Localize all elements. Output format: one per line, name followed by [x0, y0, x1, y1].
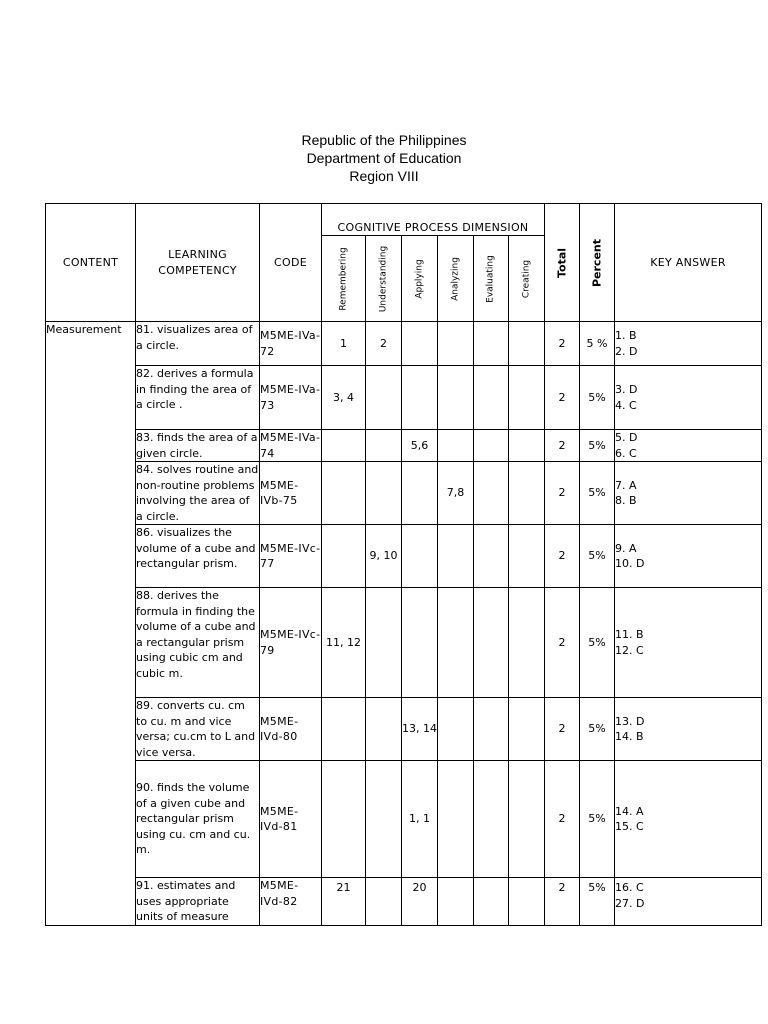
table-row	[46, 761, 762, 878]
evaluating-cell	[474, 430, 509, 462]
understanding-cell	[366, 698, 402, 761]
percent-cell: 5%	[580, 878, 615, 926]
competency-cell: 91. estimates and uses appropriate units of measure	[136, 878, 260, 926]
competency-cell: 81. visualizes area of a circle.	[136, 322, 260, 366]
percent-cell: 5%	[580, 430, 615, 462]
applying-cell: 1, 1	[402, 761, 438, 878]
applying-cell: 20	[402, 878, 438, 926]
total-cell: 2	[545, 878, 580, 926]
key-answer-2: 10. D	[615, 557, 645, 570]
competency-cell: 86. visualizes the volume of a cube and rectangular prism.	[136, 525, 260, 588]
understanding-cell: 2	[366, 322, 402, 366]
creating-cell	[509, 761, 545, 878]
understanding-cell	[366, 761, 402, 878]
total-cell: 2	[545, 430, 580, 462]
remembering-cell: 3, 4	[322, 366, 366, 430]
key-answer-2: 4. C	[615, 398, 637, 412]
percent-cell: 5%	[580, 698, 615, 761]
applying-cell: 5,6	[402, 430, 438, 462]
analyzing-cell	[438, 430, 474, 462]
percent-cell: 5%	[580, 525, 615, 588]
remembering-cell: 21	[322, 878, 366, 926]
header-total-label: Total	[555, 247, 569, 278]
key-answer-cell	[615, 525, 762, 588]
total-cell: 2	[545, 322, 580, 366]
competency-cell: 88. derives the formula in finding the volume of a cube and a rectangular prism using cubic cm and cubic m.	[136, 588, 260, 698]
competency-cell: 90. finds the volume of a given cube and rectangular prism using cu. cm and cu. m.	[136, 761, 260, 878]
applying-cell: 13, 14	[402, 698, 438, 761]
total-cell: 2	[545, 366, 580, 430]
key-answer-1: 5. D	[615, 431, 638, 444]
code-cell: M5ME-IVa-73	[260, 366, 322, 430]
evaluating-cell	[474, 878, 509, 926]
creating-cell	[509, 698, 545, 761]
key-answer-1: 7. A	[615, 478, 637, 492]
header-line-department: Department of Education	[306, 150, 462, 166]
remembering-cell: 11, 12	[322, 588, 366, 698]
percent-cell: 5 %	[580, 322, 615, 366]
key-answer-2: 27. D	[615, 896, 645, 910]
code-cell: M5ME-IVb-75	[260, 462, 322, 525]
code-cell: M5ME-IVc-77	[260, 525, 322, 588]
analyzing-cell	[438, 588, 474, 698]
key-answer-cell	[615, 588, 762, 698]
analyzing-cell	[438, 761, 474, 878]
key-answer-1: 1. B	[615, 329, 637, 342]
applying-cell	[402, 366, 438, 430]
key-answer-2: 14. B	[615, 730, 644, 743]
applying-cell	[402, 588, 438, 698]
remembering-cell	[322, 462, 366, 525]
key-answer-cell	[615, 366, 762, 430]
header-key-answer: KEY ANSWER	[615, 204, 762, 322]
percent-cell: 5%	[580, 761, 615, 878]
table-row	[46, 698, 762, 761]
key-answer-1: 11. B	[615, 628, 644, 641]
total-cell: 2	[545, 525, 580, 588]
header-understanding-label: Understanding	[377, 245, 388, 312]
remembering-cell	[322, 761, 366, 878]
competency-cell: 82. derives a formula in finding the area of a circle .	[136, 366, 260, 430]
remembering-cell	[322, 525, 366, 588]
understanding-cell	[366, 430, 402, 462]
key-answer-2: 8. B	[615, 494, 637, 507]
table-row	[46, 588, 762, 698]
applying-cell	[402, 462, 438, 525]
table-row	[46, 878, 762, 926]
header-line-region: Region VIII	[349, 168, 419, 184]
key-answer-2: 12. C	[615, 643, 644, 657]
total-cell: 2	[545, 588, 580, 698]
key-answer-1: 16. C	[615, 881, 644, 894]
analyzing-cell: 7,8	[438, 462, 474, 525]
key-answer-cell	[615, 878, 762, 926]
content-cell-measurement: Measurement	[46, 322, 136, 926]
evaluating-cell	[474, 525, 509, 588]
understanding-cell	[366, 462, 402, 525]
header-analyzing	[438, 236, 474, 322]
total-cell: 2	[545, 462, 580, 525]
creating-cell	[509, 366, 545, 430]
table-body	[46, 322, 762, 926]
analyzing-cell	[438, 525, 474, 588]
code-cell: M5ME-IVa-72	[260, 322, 322, 366]
analyzing-cell	[438, 698, 474, 761]
header-evaluating-label: Evaluating	[485, 254, 496, 303]
header-applying-label: Applying	[413, 258, 424, 299]
analyzing-cell	[438, 366, 474, 430]
header-remembering-label: Remembering	[337, 246, 348, 311]
percent-cell: 5%	[580, 462, 615, 525]
key-answer-cell	[615, 430, 762, 462]
header-creating-label: Creating	[520, 259, 531, 298]
header-evaluating	[474, 236, 509, 322]
header-analyzing-label: Analyzing	[449, 256, 460, 301]
header-percent	[580, 204, 615, 322]
remembering-cell	[322, 430, 366, 462]
analyzing-cell	[438, 322, 474, 366]
applying-cell	[402, 322, 438, 366]
key-answer-2: 15. C	[615, 820, 644, 833]
percent-cell: 5%	[580, 366, 615, 430]
header-remembering	[322, 236, 366, 322]
creating-cell	[509, 462, 545, 525]
key-answer-2: 6. C	[615, 446, 637, 460]
evaluating-cell	[474, 761, 509, 878]
total-cell: 2	[545, 761, 580, 878]
evaluating-cell	[474, 462, 509, 525]
header-understanding	[366, 236, 402, 322]
remembering-cell: 1	[322, 322, 366, 366]
key-answer-cell	[615, 462, 762, 525]
key-answer-cell	[615, 761, 762, 878]
key-answer-1: 9. A	[615, 541, 637, 555]
table-row	[46, 462, 762, 525]
code-cell: M5ME-IVa-74	[260, 431, 321, 460]
creating-cell	[509, 525, 545, 588]
competency-cell: 89. converts cu. cm to cu. m and vice versa; cu.cm to L and vice versa.	[136, 698, 260, 761]
evaluating-cell	[474, 588, 509, 698]
evaluating-cell	[474, 366, 509, 430]
competency-cell: 84. solves routine and non-routine problems involving the area of a circle.	[136, 463, 259, 523]
key-answer-1: 14. A	[615, 804, 644, 818]
key-answer-1: 13. D	[615, 714, 645, 728]
table-row	[46, 366, 762, 430]
understanding-cell	[366, 588, 402, 698]
remembering-cell	[322, 698, 366, 761]
applying-cell	[402, 525, 438, 588]
creating-cell	[509, 878, 545, 926]
header-creating	[509, 236, 545, 322]
analyzing-cell	[438, 878, 474, 926]
header-cognitive-process-dimension: COGNITIVE PROCESS DIMENSION	[322, 204, 545, 236]
header-line-republic: Republic of the Philippines	[301, 132, 467, 148]
key-answer-1: 3. D	[615, 383, 638, 396]
header-content: CONTENT	[46, 204, 136, 322]
key-answer-2: 2. D	[615, 344, 638, 358]
code-cell: M5ME-IVd-81	[260, 761, 322, 878]
evaluating-cell	[474, 322, 509, 366]
understanding-cell	[366, 366, 402, 430]
table-of-specifications	[45, 203, 762, 926]
competency-cell: 83. finds the area of a given circle.	[136, 431, 258, 460]
table-row	[46, 525, 762, 588]
understanding-cell: 9, 10	[366, 525, 402, 588]
code-cell: M5ME-IVc-79	[260, 588, 322, 698]
header-applying	[402, 236, 438, 322]
code-cell: M5ME-IVd-80	[260, 698, 322, 761]
creating-cell	[509, 322, 545, 366]
document-header	[0, 131, 768, 185]
understanding-cell	[366, 878, 402, 926]
key-answer-cell	[615, 322, 762, 366]
header-total	[545, 204, 580, 322]
evaluating-cell	[474, 698, 509, 761]
creating-cell	[509, 430, 545, 462]
percent-cell: 5%	[580, 588, 615, 698]
creating-cell	[509, 588, 545, 698]
key-answer-cell	[615, 698, 762, 761]
table-row	[46, 322, 762, 366]
header-percent-label: Percent	[590, 238, 604, 287]
total-cell: 2	[545, 698, 580, 761]
code-cell: M5ME-IVd-82	[260, 878, 322, 926]
table-row	[46, 430, 762, 462]
header-learning-competency: LEARNING COMPETENCY	[136, 204, 260, 322]
header-code: CODE	[260, 204, 322, 322]
